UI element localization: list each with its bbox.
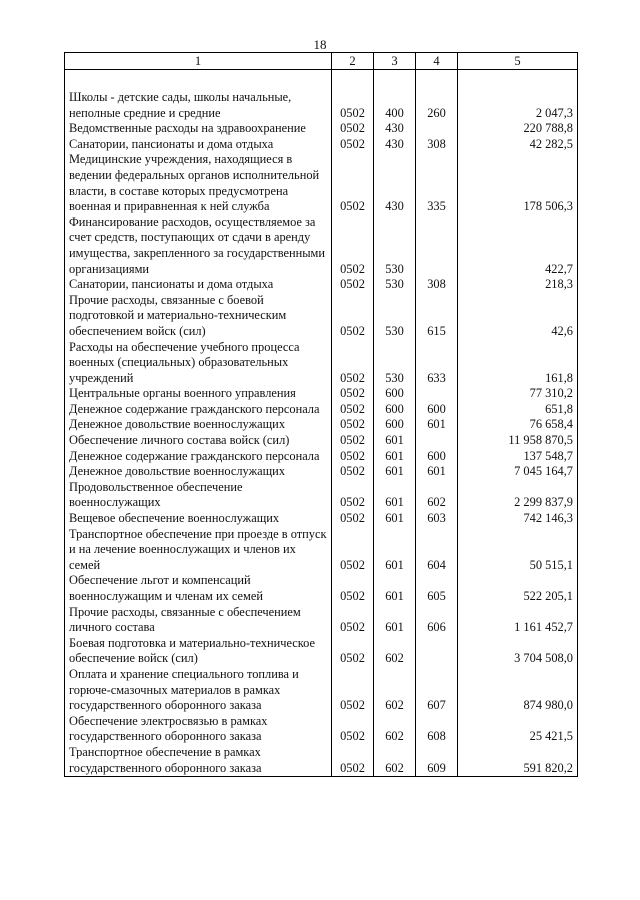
row-name-cell: Центральные органы военного управления bbox=[65, 386, 332, 402]
section-code-cell: 0502 bbox=[332, 90, 374, 121]
section-code-cell: 0502 bbox=[332, 277, 374, 293]
section-code-cell: 0502 bbox=[332, 402, 374, 418]
row-name-cell: Медицинские учреждения, находящиеся в ведении федеральных органов исполнительной власти, в составе которых предусмотрена военная и приравненная к ней служба bbox=[65, 152, 332, 214]
row-name-cell: Обеспечение личного состава войск (сил) bbox=[65, 433, 332, 449]
expense-code-cell: 308 bbox=[416, 277, 458, 293]
target-code-cell: 600 bbox=[374, 386, 416, 402]
row-name-cell: Оплата и хранение специального топлива и горюче-смазочных материалов в рамках государственного оборонного заказа bbox=[65, 667, 332, 714]
row-name-cell: Прочие расходы, связанные с боевой подготовкой и материально-техническим обеспечением войск (сил) bbox=[65, 293, 332, 340]
expense-code-cell: 602 bbox=[416, 480, 458, 511]
section-code-cell: 0502 bbox=[332, 340, 374, 387]
target-code-cell: 602 bbox=[374, 745, 416, 777]
table-row bbox=[65, 527, 578, 574]
amount-cell: 161,8 bbox=[458, 340, 578, 387]
target-code-cell: 602 bbox=[374, 714, 416, 745]
amount-cell: 3 704 508,0 bbox=[458, 636, 578, 667]
target-code-cell: 600 bbox=[374, 417, 416, 433]
expense-code-cell: 633 bbox=[416, 340, 458, 387]
amount-cell: 522 205,1 bbox=[458, 573, 578, 604]
section-code-cell: 0502 bbox=[332, 745, 374, 777]
target-code-cell: 400 bbox=[374, 90, 416, 121]
row-name-cell: Денежное довольствие военнослужащих bbox=[65, 464, 332, 480]
section-code-cell: 0502 bbox=[332, 433, 374, 449]
amount-cell: 218,3 bbox=[458, 277, 578, 293]
budget-table bbox=[64, 52, 578, 777]
table-row bbox=[65, 137, 578, 153]
table-row bbox=[65, 464, 578, 480]
section-code-cell: 0502 bbox=[332, 527, 374, 574]
amount-cell: 11 958 870,5 bbox=[458, 433, 578, 449]
expense-code-cell: 609 bbox=[416, 745, 458, 777]
target-code-cell: 601 bbox=[374, 527, 416, 574]
target-code-cell: 601 bbox=[374, 464, 416, 480]
row-name-cell: Боевая подготовка и материально-техническое обеспечение войск (сил) bbox=[65, 636, 332, 667]
expense-code-cell bbox=[416, 636, 458, 667]
expense-code-cell: 605 bbox=[416, 573, 458, 604]
expense-code-cell: 615 bbox=[416, 293, 458, 340]
target-code-cell: 530 bbox=[374, 340, 416, 387]
amount-cell: 25 421,5 bbox=[458, 714, 578, 745]
page-number: 18 bbox=[313, 37, 327, 52]
amount-cell: 77 310,2 bbox=[458, 386, 578, 402]
row-name-cell: Денежное довольствие военнослужащих bbox=[65, 417, 332, 433]
target-code-cell: 601 bbox=[374, 433, 416, 449]
section-code-cell: 0502 bbox=[332, 511, 374, 527]
row-name-cell: Обеспечение электросвязью в рамках государственного оборонного заказа bbox=[65, 714, 332, 745]
amount-cell: 874 980,0 bbox=[458, 667, 578, 714]
row-name-cell: Транспортное обеспечение в рамках государственного оборонного заказа bbox=[65, 745, 332, 777]
table-row bbox=[65, 573, 578, 604]
amount-cell: 137 548,7 bbox=[458, 449, 578, 465]
amount-cell: 220 788,8 bbox=[458, 121, 578, 137]
row-name-cell: Санатории, пансионаты и дома отдыха bbox=[65, 137, 332, 153]
section-code-cell: 0502 bbox=[332, 464, 374, 480]
table-row bbox=[65, 386, 578, 402]
section-code-cell: 0502 bbox=[332, 480, 374, 511]
target-code-cell: 530 bbox=[374, 215, 416, 277]
row-name-cell: Денежное содержание гражданского персонала bbox=[65, 449, 332, 465]
table-row bbox=[65, 215, 578, 277]
amount-cell: 42 282,5 bbox=[458, 137, 578, 153]
target-code-cell: 530 bbox=[374, 277, 416, 293]
table-row bbox=[65, 745, 578, 777]
column-header-3: 3 bbox=[374, 53, 416, 70]
row-name-cell: Ведомственные расходы на здравоохранение bbox=[65, 121, 332, 137]
expense-code-cell: 608 bbox=[416, 714, 458, 745]
column-header-1: 1 bbox=[65, 53, 332, 70]
section-code-cell: 0502 bbox=[332, 137, 374, 153]
row-name-cell: Транспортное обеспечение при проезде в отпуск и на лечение военнослужащих и членов их семей bbox=[65, 527, 332, 574]
amount-cell: 651,8 bbox=[458, 402, 578, 418]
section-code-cell: 0502 bbox=[332, 714, 374, 745]
amount-cell: 591 820,2 bbox=[458, 745, 578, 777]
amount-cell: 178 506,3 bbox=[458, 152, 578, 214]
expense-code-cell bbox=[416, 433, 458, 449]
expense-code-cell: 260 bbox=[416, 90, 458, 121]
target-code-cell: 430 bbox=[374, 121, 416, 137]
header-row bbox=[65, 53, 578, 70]
expense-code-cell: 607 bbox=[416, 667, 458, 714]
amount-cell: 50 515,1 bbox=[458, 527, 578, 574]
section-code-cell: 0502 bbox=[332, 215, 374, 277]
table-row bbox=[65, 433, 578, 449]
target-code-cell: 602 bbox=[374, 667, 416, 714]
amount-cell: 7 045 164,7 bbox=[458, 464, 578, 480]
table-row bbox=[65, 402, 578, 418]
row-name-cell: Обеспечение льгот и компенсаций военнослужащим и членам их семей bbox=[65, 573, 332, 604]
expense-code-cell: 600 bbox=[416, 402, 458, 418]
section-code-cell: 0502 bbox=[332, 449, 374, 465]
table-row bbox=[65, 667, 578, 714]
expense-code-cell bbox=[416, 215, 458, 277]
row-name-cell: Прочие расходы, связанные с обеспечением личного состава bbox=[65, 605, 332, 636]
amount-cell: 42,6 bbox=[458, 293, 578, 340]
amount-cell: 2 299 837,9 bbox=[458, 480, 578, 511]
target-code-cell: 601 bbox=[374, 605, 416, 636]
expense-code-cell: 600 bbox=[416, 449, 458, 465]
section-code-cell: 0502 bbox=[332, 293, 374, 340]
expense-code-cell: 601 bbox=[416, 464, 458, 480]
expense-code-cell: 603 bbox=[416, 511, 458, 527]
table-row bbox=[65, 121, 578, 137]
expense-code-cell bbox=[416, 121, 458, 137]
table-row bbox=[65, 277, 578, 293]
table-row bbox=[65, 449, 578, 465]
table-row bbox=[65, 417, 578, 433]
table-row bbox=[65, 480, 578, 511]
column-header-5: 5 bbox=[458, 53, 578, 70]
amount-cell: 76 658,4 bbox=[458, 417, 578, 433]
row-name-cell: Вещевое обеспечение военнослужащих bbox=[65, 511, 332, 527]
table-row bbox=[65, 511, 578, 527]
target-code-cell: 601 bbox=[374, 449, 416, 465]
row-name-cell: Расходы на обеспечение учебного процесса военных (специальных) образовательных учреждений bbox=[65, 340, 332, 387]
amount-cell: 2 047,3 bbox=[458, 90, 578, 121]
spacer-row bbox=[65, 70, 578, 91]
section-code-cell: 0502 bbox=[332, 605, 374, 636]
section-code-cell: 0502 bbox=[332, 152, 374, 214]
target-code-cell: 600 bbox=[374, 402, 416, 418]
target-code-cell: 601 bbox=[374, 480, 416, 511]
table-body bbox=[65, 70, 578, 777]
target-code-cell: 601 bbox=[374, 511, 416, 527]
section-code-cell: 0502 bbox=[332, 667, 374, 714]
section-code-cell: 0502 bbox=[332, 121, 374, 137]
expense-code-cell: 308 bbox=[416, 137, 458, 153]
row-name-cell: Санатории, пансионаты и дома отдыха bbox=[65, 277, 332, 293]
target-code-cell: 430 bbox=[374, 152, 416, 214]
column-header-2: 2 bbox=[332, 53, 374, 70]
target-code-cell: 601 bbox=[374, 573, 416, 604]
expense-code-cell: 604 bbox=[416, 527, 458, 574]
section-code-cell: 0502 bbox=[332, 417, 374, 433]
expense-code-cell: 335 bbox=[416, 152, 458, 214]
target-code-cell: 530 bbox=[374, 293, 416, 340]
target-code-cell: 602 bbox=[374, 636, 416, 667]
expense-code-cell bbox=[416, 386, 458, 402]
column-header-4: 4 bbox=[416, 53, 458, 70]
expense-code-cell: 601 bbox=[416, 417, 458, 433]
section-code-cell: 0502 bbox=[332, 636, 374, 667]
expense-code-cell: 606 bbox=[416, 605, 458, 636]
amount-cell: 742 146,3 bbox=[458, 511, 578, 527]
table-row bbox=[65, 152, 578, 214]
section-code-cell: 0502 bbox=[332, 573, 374, 604]
table-row bbox=[65, 90, 578, 121]
section-code-cell: 0502 bbox=[332, 386, 374, 402]
row-name-cell: Продовольственное обеспечение военнослужащих bbox=[65, 480, 332, 511]
table-row bbox=[65, 714, 578, 745]
table-row bbox=[65, 636, 578, 667]
amount-cell: 1 161 452,7 bbox=[458, 605, 578, 636]
amount-cell: 422,7 bbox=[458, 215, 578, 277]
row-name-cell: Школы - детские сады, школы начальные, неполные средние и средние bbox=[65, 90, 332, 121]
target-code-cell: 430 bbox=[374, 137, 416, 153]
row-name-cell: Денежное содержание гражданского персонала bbox=[65, 402, 332, 418]
table-row bbox=[65, 340, 578, 387]
row-name-cell: Финансирование расходов, осуществляемое за счет средств, поступающих от сдачи в аренду имущества, закрепленного за государственными организациями bbox=[65, 215, 332, 277]
table-row bbox=[65, 293, 578, 340]
table-row bbox=[65, 605, 578, 636]
